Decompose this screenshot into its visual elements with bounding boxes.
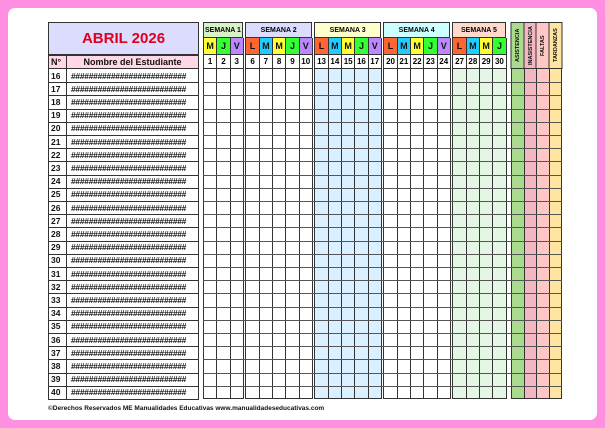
row-number: 22 <box>48 148 67 162</box>
date-label: 14 <box>328 55 342 69</box>
row-number: 28 <box>48 227 67 241</box>
row-divider <box>203 254 562 255</box>
row-number: 26 <box>48 201 67 215</box>
student-name: ########################## <box>66 307 199 321</box>
weekday-label: M <box>203 38 217 55</box>
attendance-column[interactable] <box>259 69 273 399</box>
weekday-label: V <box>368 38 382 55</box>
row-number: 33 <box>48 293 67 307</box>
row-number: 32 <box>48 280 67 294</box>
summary-column[interactable] <box>524 69 538 399</box>
row-number: 24 <box>48 175 67 189</box>
student-name: ########################## <box>66 161 199 175</box>
student-name: ########################## <box>66 333 199 347</box>
student-name: ########################## <box>66 254 199 268</box>
row-divider <box>203 82 562 83</box>
date-label: 13 <box>314 55 328 69</box>
weekday-label: V <box>230 38 244 55</box>
row-number: 17 <box>48 82 67 96</box>
weekday-label: J <box>216 38 230 55</box>
date-label: 28 <box>466 55 480 69</box>
row-number: 19 <box>48 109 67 123</box>
student-name: ########################## <box>66 267 199 281</box>
column-header-name: Nombre del Estudiante <box>66 55 199 69</box>
date-label: 9 <box>285 55 299 69</box>
summary-column[interactable] <box>511 69 525 399</box>
attendance-column[interactable] <box>328 69 342 399</box>
date-label: 6 <box>245 55 259 69</box>
column-header-number: N° <box>48 55 67 69</box>
student-name: ########################## <box>66 293 199 307</box>
row-divider <box>203 161 562 162</box>
attendance-column[interactable] <box>452 69 466 399</box>
attendance-column[interactable] <box>479 69 493 399</box>
summary-column[interactable] <box>549 69 563 399</box>
attendance-column[interactable] <box>354 69 368 399</box>
attendance-column[interactable] <box>299 69 313 399</box>
student-name: ########################## <box>66 122 199 136</box>
date-label: 17 <box>368 55 382 69</box>
row-number: 20 <box>48 122 67 136</box>
weekday-label: J <box>423 38 437 55</box>
student-name: ########################## <box>66 175 199 189</box>
date-label: 15 <box>341 55 355 69</box>
row-divider <box>203 122 562 123</box>
row-divider <box>203 346 562 347</box>
summary-header: TARDANZAS <box>549 22 563 69</box>
row-number: 23 <box>48 161 67 175</box>
row-number: 25 <box>48 188 67 202</box>
student-name: ########################## <box>66 386 199 400</box>
row-number: 37 <box>48 346 67 360</box>
attendance-column[interactable] <box>383 69 397 399</box>
row-divider <box>203 307 562 308</box>
summary-header: ASISTENCIA <box>511 22 525 69</box>
row-divider <box>203 214 562 215</box>
date-label: 2 <box>216 55 230 69</box>
attendance-column[interactable] <box>368 69 382 399</box>
row-number: 31 <box>48 267 67 281</box>
row-divider <box>203 280 562 281</box>
row-number: 34 <box>48 307 67 321</box>
row-divider <box>203 333 562 334</box>
row-divider <box>203 95 562 96</box>
attendance-column[interactable] <box>410 69 424 399</box>
row-divider <box>203 227 562 228</box>
student-name: ########################## <box>66 227 199 241</box>
row-divider <box>203 135 562 136</box>
attendance-column[interactable] <box>216 69 230 399</box>
student-name: ########################## <box>66 280 199 294</box>
row-number: 27 <box>48 214 67 228</box>
row-number: 30 <box>48 254 67 268</box>
row-divider <box>203 175 562 176</box>
attendance-column[interactable] <box>203 69 217 399</box>
date-label: 30 <box>492 55 506 69</box>
date-label: 8 <box>272 55 286 69</box>
date-label: 1 <box>203 55 217 69</box>
student-name: ########################## <box>66 148 199 162</box>
date-label: 24 <box>437 55 451 69</box>
student-name: ########################## <box>66 188 199 202</box>
date-label: 27 <box>452 55 466 69</box>
attendance-column[interactable] <box>285 69 299 399</box>
week-header: SEMANA 4 <box>383 22 450 38</box>
student-name: ########################## <box>66 201 199 215</box>
date-label: 7 <box>259 55 273 69</box>
row-divider <box>203 201 562 202</box>
student-name: ########################## <box>66 69 199 83</box>
weekday-label: M <box>397 38 411 55</box>
student-name: ########################## <box>66 359 199 373</box>
attendance-column[interactable] <box>341 69 355 399</box>
student-name: ########################## <box>66 135 199 149</box>
attendance-column[interactable] <box>437 69 451 399</box>
row-number: 18 <box>48 95 67 109</box>
attendance-column[interactable] <box>423 69 437 399</box>
weekday-label: L <box>245 38 259 55</box>
summary-header: FALTAS <box>536 22 550 69</box>
week-header: SEMANA 1 <box>203 22 243 38</box>
date-label: 10 <box>299 55 313 69</box>
student-name: ########################## <box>66 320 199 334</box>
row-number: 16 <box>48 69 67 83</box>
week-header: SEMANA 3 <box>314 22 381 38</box>
date-label: 22 <box>410 55 424 69</box>
weekday-label: M <box>259 38 273 55</box>
row-divider <box>203 359 562 360</box>
row-number: 35 <box>48 320 67 334</box>
row-number: 29 <box>48 241 67 255</box>
student-name: ########################## <box>66 109 199 123</box>
row-divider <box>203 188 562 189</box>
student-name: ########################## <box>66 95 199 109</box>
row-number: 36 <box>48 333 67 347</box>
weekday-label: M <box>466 38 480 55</box>
attendance-column[interactable] <box>492 69 506 399</box>
student-name: ########################## <box>66 241 199 255</box>
footer-copyright: ©Derechos Reservados ME Manualidades Educativas www.manualidadeseducativas.com <box>48 405 325 412</box>
weekday-label: L <box>383 38 397 55</box>
weekday-label: V <box>437 38 451 55</box>
date-label: 29 <box>479 55 493 69</box>
week-header: SEMANA 5 <box>452 22 505 38</box>
student-name: ########################## <box>66 373 199 387</box>
row-divider <box>203 320 562 321</box>
page-title: ABRIL 2026 <box>48 22 199 55</box>
row-divider <box>203 293 562 294</box>
attendance-column[interactable] <box>230 69 244 399</box>
row-divider <box>203 373 562 374</box>
weekday-label: L <box>314 38 328 55</box>
weekday-label: M <box>328 38 342 55</box>
weekday-label: M <box>410 38 424 55</box>
attendance-column[interactable] <box>245 69 259 399</box>
row-divider <box>203 267 562 268</box>
row-divider <box>203 109 562 110</box>
student-name: ########################## <box>66 82 199 96</box>
date-label: 3 <box>230 55 244 69</box>
week-header: SEMANA 2 <box>245 22 312 38</box>
weekday-label: J <box>492 38 506 55</box>
attendance-column[interactable] <box>466 69 480 399</box>
student-name: ########################## <box>66 346 199 360</box>
weekday-label: J <box>354 38 368 55</box>
attendance-column[interactable] <box>314 69 328 399</box>
date-label: 16 <box>354 55 368 69</box>
attendance-column[interactable] <box>272 69 286 399</box>
row-number: 39 <box>48 373 67 387</box>
weekday-label: M <box>272 38 286 55</box>
row-divider <box>203 241 562 242</box>
weekday-label: M <box>341 38 355 55</box>
attendance-column[interactable] <box>397 69 411 399</box>
row-divider <box>203 148 562 149</box>
summary-header: INASISTENCIA <box>524 22 538 69</box>
weekday-label: V <box>299 38 313 55</box>
date-label: 23 <box>423 55 437 69</box>
row-number: 38 <box>48 359 67 373</box>
row-divider <box>203 386 562 387</box>
weekday-label: J <box>285 38 299 55</box>
date-label: 20 <box>383 55 397 69</box>
weekday-label: L <box>452 38 466 55</box>
row-number: 21 <box>48 135 67 149</box>
student-name: ########################## <box>66 214 199 228</box>
row-number: 40 <box>48 386 67 400</box>
summary-column[interactable] <box>536 69 550 399</box>
date-label: 21 <box>397 55 411 69</box>
weekday-label: M <box>479 38 493 55</box>
